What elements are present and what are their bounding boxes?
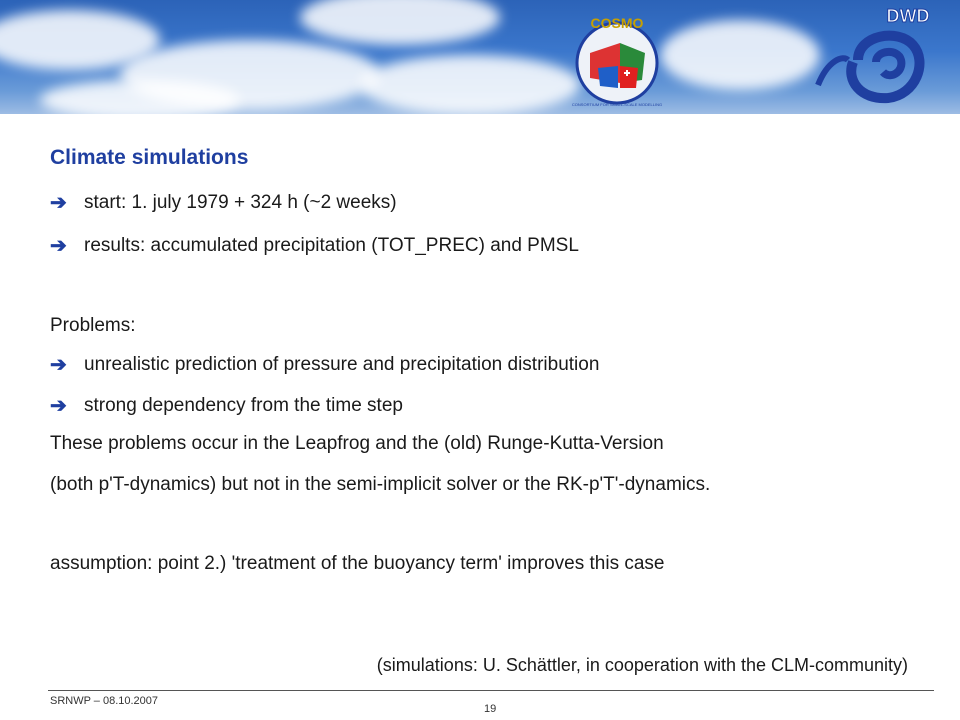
bullet-item [50,393,403,418]
bullet-text: start: 1. july 1979 + 324 h (~2 weeks) [84,191,397,213]
dwd-logo [798,0,960,114]
bullet-item [50,190,397,215]
footer-divider [48,690,934,691]
svg-text:COSMO: COSMO [590,15,644,31]
svg-text:DWD: DWD [886,6,930,26]
bullet-item [50,352,599,377]
paragraph-text: (both p'T-dynamics) but not in the semi-implicit solver or the RK-p'T'-dynamics. [50,474,711,495]
cloud-decoration [40,80,240,114]
right-arrow-icon: ➔ [50,395,67,417]
right-arrow-icon: ➔ [50,354,67,376]
cloud-decoration [360,55,580,114]
right-arrow-icon: ➔ [50,192,67,214]
cosmo-logo [560,8,675,110]
cloud-decoration [300,0,500,45]
problems-label: Problems: [50,315,136,336]
svg-text:CONSORTIUM FOR SMALL-SCALE MOD: CONSORTIUM FOR SMALL-SCALE MODELLING [571,102,663,107]
page-number: 19 [484,703,497,715]
header-banner [0,0,960,114]
assumption-text: assumption: point 2.) 'treatment of the buoyancy term' improves this case [50,553,665,574]
footer-date: SRNWP – 08.10.2007 [50,695,159,707]
bullet-text: unrealistic prediction of pressure and precipitation distribution [84,353,600,375]
slide-title: Climate simulations [50,146,249,169]
paragraph-text: These problems occur in the Leapfrog and the (old) Runge-Kutta-Version [50,433,664,454]
bullet-item [50,233,579,258]
right-arrow-icon: ➔ [50,235,67,257]
bullet-text: results: accumulated precipitation (TOT_PREC) and PMSL [84,234,579,256]
cloud-decoration [660,20,820,90]
credit-text: (simulations: U. Schättler, in cooperation with the CLM-community) [376,655,908,675]
bullet-text: strong dependency from the time step [84,394,403,416]
